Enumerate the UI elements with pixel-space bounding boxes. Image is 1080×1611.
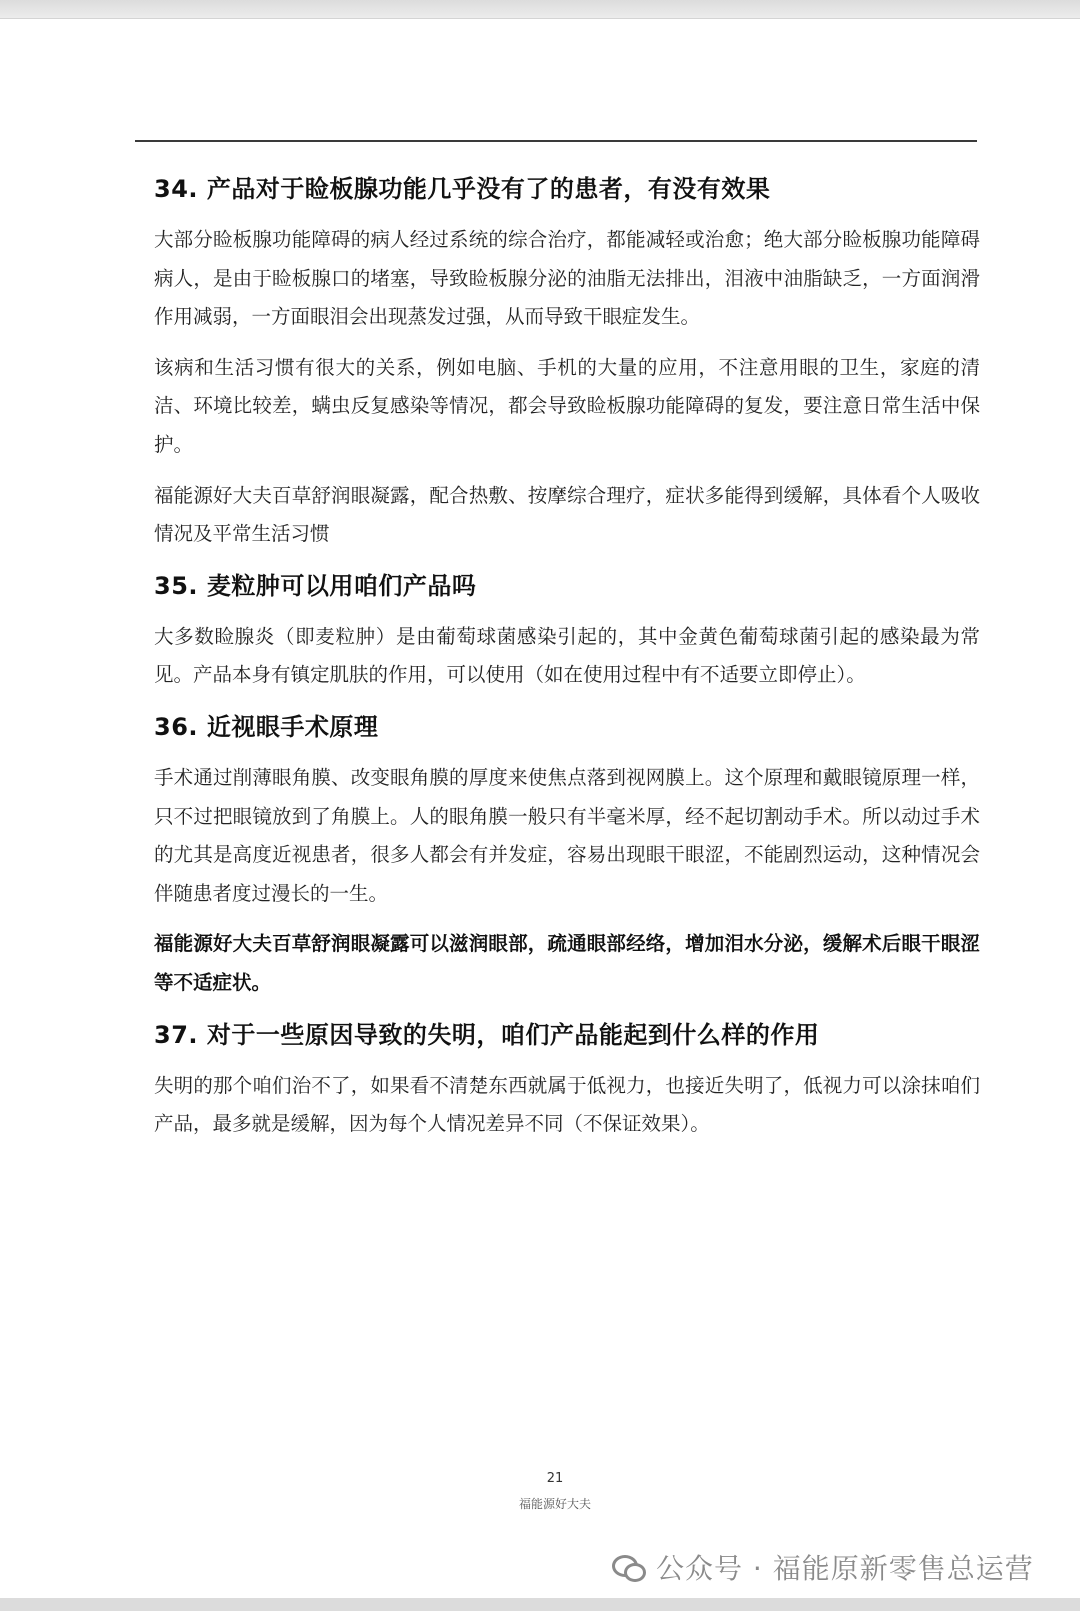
header-rule [135,140,977,142]
paragraph-q37-1: 失明的那个咱们治不了，如果看不清楚东西就属于低视力，也接近失明了，低视力可以涂抹咱们产品，最多就是缓解，因为每个人情况差异不同（不保证效果）。 [154,1073,980,1136]
heading-q35: 35. 麦粒肿可以用咱们产品吗 [154,571,477,600]
paragraph-q36-bold: 福能源好大夫百草舒润眼凝露可以滋润眼部，疏通眼部经络，增加泪水分泌，缓解术后眼干眼涩等不适症状。 [154,932,980,994]
page-content [154,169,980,1156]
heading-q37: 37. 对于一些原因导致的失明，咱们产品能起到什么样的作用 [154,1020,820,1049]
top-shadow-bar [0,0,1080,18]
heading-q36: 36. 近视眼手术原理 [154,712,379,741]
paragraph-q35-1: 大多数睑腺炎（即麦粒肿）是由葡萄球菌感染引起的，其中金黄色葡萄球菌引起的感染最为常见。产品本身有镇定肌肤的作用，可以使用（如在使用过程中有不适要立即停止）。 [154,624,980,687]
watermark [612,1545,1034,1589]
heading-q34: 34. 产品对于睑板腺功能几乎没有了的患者，有没有效果 [154,175,771,203]
paragraph-q34-1: 大部分睑板腺功能障碍的病人经过系统的综合治疗，都能减轻或治愈；绝大部分睑板腺功能障碍病人，是由于睑板腺口的堵塞，导致睑板腺分泌的油脂无法排出，泪液中油脂缺乏，一方面润滑作用减弱，一方面眼泪会出现蒸发过强，从而导致干眼症发生。 [154,228,980,329]
wechat-icon [612,1553,646,1581]
footer-brand: 福能源好大夫 [518,1497,591,1511]
page-number: 21 [546,1471,564,1486]
bottom-shadow-bar [0,1598,1080,1611]
watermark-text: 公众号 · 福能原新零售总运营 [656,1552,1034,1585]
paragraph-q36-1: 手术通过削薄眼角膜、改变眼角膜的厚度来使焦点落到视网膜上。这个原理和戴眼镜原理一样，只不过把眼镜放到了角膜上。人的眼角膜一般只有半毫米厚，经不起切割动手术。所以动过手术的尤其是高度近视患者，很多人都会有并发症，容易出现眼干眼涩，不能剧烈运动，这种情况会伴随患者度过漫长的一生。 [154,765,980,905]
paragraph-q34-2: 该病和生活习惯有很大的关系，例如电脑、手机的大量的应用，不注意用眼的卫生，家庭的清洁、环境比较差，螨虫反复感染等情况，都会导致睑板腺功能障碍的复发，要注意日常生活中保护。 [154,355,980,456]
document-page [0,18,1080,1599]
paragraph-q34-3: 福能源好大夫百草舒润眼凝露，配合热敷、按摩综合理疗，症状多能得到缓解，具体看个人吸收情况及平常生活习惯 [154,483,980,546]
